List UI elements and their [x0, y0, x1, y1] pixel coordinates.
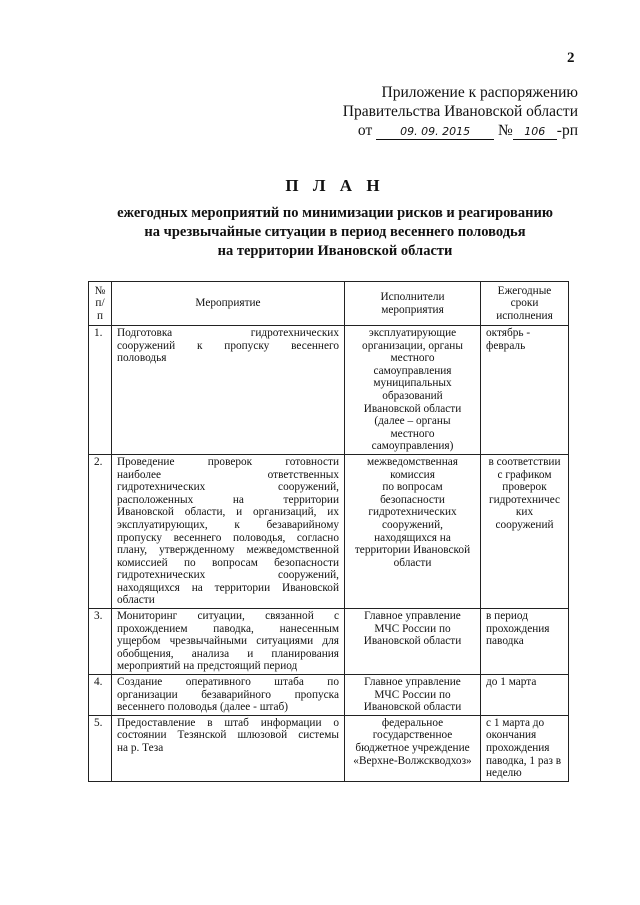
executors-line: муниципальных	[373, 377, 452, 390]
executors-line: по вопросам	[382, 481, 443, 494]
terms-line: паводка, 1 раз в	[486, 754, 562, 767]
row-number: 1.	[89, 326, 112, 455]
terms-line: с графиком	[497, 468, 552, 481]
header-number: № п/п	[89, 282, 112, 326]
executors-line: образований	[382, 389, 443, 402]
executors-cell	[345, 609, 481, 675]
plan-heading: П Л А Н	[285, 176, 385, 195]
executors-line: находящихся на	[374, 531, 451, 544]
handwritten-number: 106	[513, 125, 557, 140]
terms-line: проверок	[502, 481, 547, 494]
event-line: организации безаварийного пропуска	[117, 688, 339, 701]
terms-cell	[481, 454, 569, 608]
number-suffix: -рп	[556, 122, 578, 139]
plan-table	[88, 281, 569, 782]
terms-line: ких	[515, 506, 534, 519]
executors-line: «Верхне-Волжскводхоз»	[353, 754, 472, 767]
terms-line: прохождения	[486, 742, 550, 754]
executors-line: МЧС России по	[374, 622, 451, 635]
title-line-1: ежегодных мероприятий по минимизации рисков и реагированию	[117, 205, 553, 221]
event-line: половодья	[117, 352, 167, 365]
terms-line: октябрь -	[486, 327, 531, 339]
page-number: 2	[567, 50, 575, 66]
terms-line: паводка	[486, 635, 524, 648]
terms-line: февраль	[486, 339, 526, 352]
table-row	[89, 715, 569, 781]
executors-cell	[345, 675, 481, 716]
executors-line: федеральное	[381, 716, 444, 729]
table-header-row	[89, 282, 569, 326]
event-line: гидротехнических сооружений,	[117, 569, 339, 582]
executors-line: Главное управление	[364, 610, 461, 623]
event-cell	[112, 454, 345, 608]
terms-line: гидротехничес	[488, 493, 561, 506]
terms-line: с 1 марта до	[486, 716, 545, 729]
event-line: ущербом чрезвычайными ситуациями для	[117, 635, 339, 648]
event-cell	[112, 326, 345, 455]
event-line: области	[117, 594, 155, 607]
executors-line: Ивановской области	[363, 701, 462, 714]
title-line-3: на территории Ивановской области	[217, 243, 453, 259]
event-line: плану, утвержденному межведомственной	[117, 544, 339, 557]
event-line: сооружений к пропуску весеннего	[117, 339, 339, 352]
event-cell	[112, 675, 345, 716]
event-line: Ивановской области, и организаций, их	[117, 506, 339, 519]
event-line: гидротехнических сооружений,	[117, 481, 339, 494]
executors-line: самоуправления	[373, 364, 452, 377]
number-label: №	[497, 122, 513, 139]
header-terms: Ежегодные сроки исполнения	[481, 282, 569, 326]
executors-line: безопасности	[380, 493, 445, 506]
handwritten-date: 09. 09. 2015	[376, 125, 494, 140]
event-line: Подготовка гидротехнических	[117, 327, 339, 339]
row-number: 5.	[89, 715, 112, 781]
executors-line: сооружений,	[382, 518, 443, 531]
executors-line: самоуправления)	[371, 440, 454, 453]
event-cell	[112, 609, 345, 675]
table-row	[89, 609, 569, 675]
executors-line: эксплуатирующие	[368, 327, 457, 339]
event-line: на р. Теза	[117, 742, 164, 754]
executors-cell	[345, 454, 481, 608]
event-line: Предоставление в штаб информации о	[117, 716, 339, 729]
executors-line: территории Ивановской	[354, 544, 471, 557]
row-number: 2.	[89, 454, 112, 608]
executors-line: бюджетное учреждение	[355, 742, 470, 754]
event-line: комиссией по вопросам безопасности	[117, 556, 339, 569]
row-number: 4.	[89, 675, 112, 716]
event-line: мероприятий на предстоящий период	[117, 660, 298, 673]
table-row	[89, 454, 569, 608]
event-line: эксплуатирующих, к безаварийному	[117, 518, 339, 531]
event-line: Мониторинг ситуации, связанной с	[117, 610, 339, 623]
row-number: 3.	[89, 609, 112, 675]
event-line: наиболее ответственных	[117, 468, 339, 481]
executors-line: организации, органы	[362, 339, 463, 352]
terms-line: окончания	[486, 729, 537, 742]
header-event: Мероприятие	[112, 282, 345, 326]
appendix-line-1: Приложение к распоряжению	[381, 84, 578, 101]
title-line-2: на чрезвычайные ситуации в период весеннего половодья	[144, 224, 526, 240]
executors-line: Главное управление	[364, 676, 461, 689]
event-line: Создание оперативного штаба по	[117, 676, 339, 689]
terms-line: сооружений	[495, 518, 554, 531]
from-label: от	[357, 122, 373, 139]
appendix-line-3	[358, 121, 578, 140]
event-line: прохождением паводка, нанесенным	[117, 622, 339, 635]
terms-cell	[481, 715, 569, 781]
executors-line: (далее – органы	[374, 415, 451, 428]
terms-line: до 1 марта	[486, 676, 537, 689]
executors-line: гидротехнических	[368, 506, 457, 519]
executors-line: местного	[390, 352, 435, 365]
terms-line: в соответствии	[488, 455, 561, 468]
event-line: находящихся на территории Ивановской	[117, 581, 339, 594]
executors-line: комиссия	[390, 468, 435, 481]
event-line: пропуску весеннего половодья, согласно	[117, 531, 339, 544]
event-line: Проведение проверок готовности	[117, 455, 339, 468]
executors-cell	[345, 326, 481, 455]
executors-line: государственное	[372, 729, 453, 742]
terms-line: неделю	[486, 767, 522, 780]
event-line: расположенных на территории	[117, 493, 339, 506]
appendix-line-2: Правительства Ивановской области	[342, 103, 578, 120]
executors-line: МЧС России по	[374, 688, 451, 701]
terms-line: в период	[486, 610, 528, 623]
executors-line: межведомственная	[367, 455, 458, 468]
table-row	[89, 675, 569, 716]
executors-cell	[345, 715, 481, 781]
terms-line: прохождения	[486, 622, 550, 635]
terms-cell	[481, 609, 569, 675]
event-line: обобщения, анализа и планирования	[117, 647, 339, 660]
executors-line: Ивановской области	[363, 635, 462, 648]
executors-line: местного	[390, 427, 435, 440]
executors-line: области	[393, 556, 432, 569]
event-line: состоянии Тезянской шлюзовой системы	[117, 729, 339, 742]
terms-cell	[481, 326, 569, 455]
header-executors: Исполнители мероприятия	[345, 282, 481, 326]
table-row	[89, 326, 569, 455]
terms-cell	[481, 675, 569, 716]
event-cell	[112, 715, 345, 781]
event-line: весеннего половодья (далее - штаб)	[117, 701, 288, 714]
executors-line: Ивановской области	[363, 402, 462, 415]
